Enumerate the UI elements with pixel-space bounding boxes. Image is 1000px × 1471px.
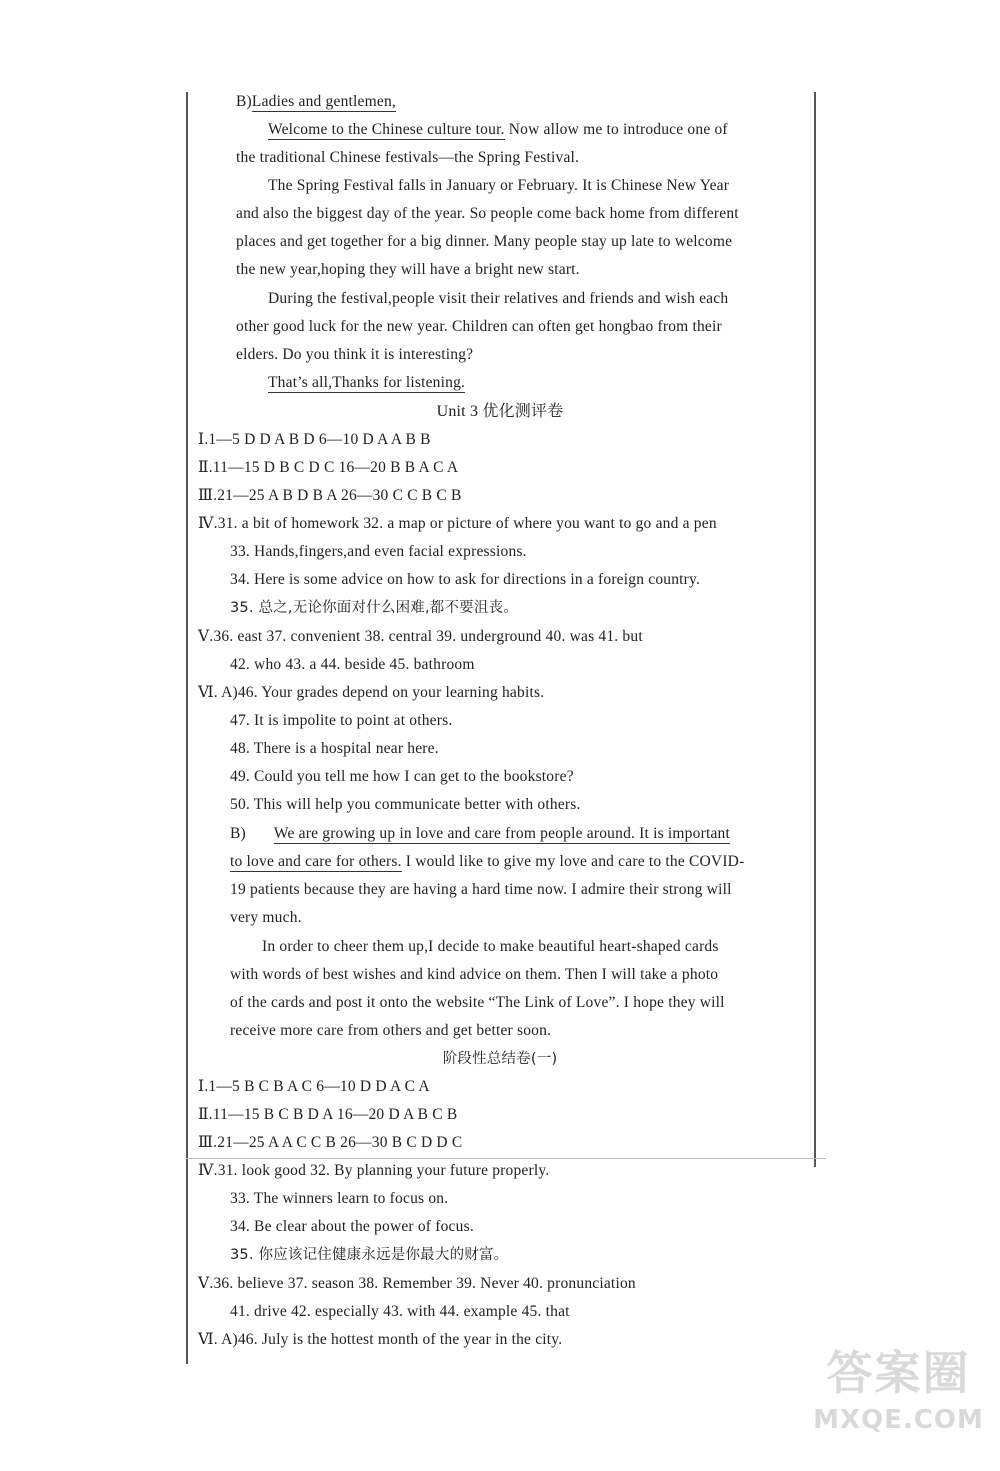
paragraph-line: receive more care from others and get better soon. bbox=[230, 1022, 552, 1039]
part-b-heading bbox=[236, 92, 396, 112]
welcome-sentence: Welcome to the Chinese culture tour. bbox=[268, 121, 505, 138]
closing-line: That’s all,Thanks for listening. bbox=[268, 374, 466, 391]
answer-line: 33. The winners learn to focus on. bbox=[230, 1190, 449, 1207]
answer-line: 50. This will help you communicate better with others. bbox=[230, 796, 581, 813]
paragraph-line: very much. bbox=[230, 909, 302, 926]
left-margin-rule bbox=[186, 92, 188, 1364]
answer-line: 47. It is impolite to point at others. bbox=[230, 712, 453, 729]
answer-line: Ⅲ.21—25 A B D B A 26—30 C C B C B bbox=[198, 487, 462, 504]
answer-line: Ⅵ. A)46. July is the hottest month of the year in the city. bbox=[198, 1331, 563, 1348]
answer-line: Ⅴ.36. believe 37. season 38. Remember 39. Never 40. pronunciation bbox=[198, 1275, 636, 1292]
paragraph-line: of the cards and post it onto the website “The Link of Love”. I hope they will bbox=[230, 994, 725, 1011]
answer-line: Ⅱ.11—15 B C B D A 16—20 D A B C B bbox=[198, 1106, 458, 1123]
answer-line: Ⅱ.11—15 D B C D C 16—20 B B A C A bbox=[198, 459, 459, 476]
paragraph-line: 19 patients because they are having a hard time now. I admire their strong will bbox=[230, 881, 732, 898]
site-watermark bbox=[811, 1343, 986, 1463]
watermark-url: MXQE.COM bbox=[813, 1405, 984, 1435]
answer-line: Ⅵ. A)46. Your grades depend on your learning habits. bbox=[198, 684, 545, 701]
answer-line: 34. Be clear about the power of focus. bbox=[230, 1218, 474, 1235]
paragraph-line: elders. Do you think it is interesting? bbox=[236, 346, 474, 363]
answer-line: 35. 总之,无论你面对什么困难,都不要沮丧。 bbox=[230, 600, 518, 616]
paragraph-line: places and get together for a big dinner. Many people stay up late to welcome bbox=[236, 233, 733, 250]
answer-line: 34. Here is some advice on how to ask for directions in a foreign country. bbox=[230, 571, 701, 588]
answer-line: Ⅴ.36. east 37. convenient 38. central 39. underground 40. was 41. but bbox=[198, 628, 643, 645]
section-title-summary: 阶段性总结卷(一) bbox=[442, 1051, 558, 1067]
answer-line: 49. Could you tell me how I can get to the bookstore? bbox=[230, 768, 574, 785]
paragraph-line: the new year,hoping they will have a bright new start. bbox=[236, 261, 580, 278]
answer-line: 33. Hands,fingers,and even facial expressions. bbox=[230, 543, 527, 560]
paragraph-line: to love and care for others. I would like to give my love and care to the COVID- bbox=[230, 853, 745, 870]
paragraph-line: B) We are growing up in love and care from people around. It is important bbox=[230, 825, 730, 842]
answer-line: Ⅰ.1—5 B C B A C 6—10 D D A C A bbox=[198, 1078, 430, 1095]
answer-line: Ⅲ.21—25 A A C C B 26—30 B C D D C bbox=[198, 1134, 463, 1151]
answer-line: Ⅳ.31. a bit of homework 32. a map or picture of where you want to go and a pen bbox=[198, 515, 717, 532]
paragraph-line: and also the biggest day of the year. So people come back home from different bbox=[236, 205, 739, 222]
section-title-unit3: Unit 3 优化测评卷 bbox=[436, 403, 564, 420]
salutation: Ladies and gentlemen, bbox=[251, 93, 396, 110]
right-margin-rule bbox=[814, 92, 816, 1167]
paragraph-line: Welcome to the Chinese culture tour. Now allow me to introduce one of bbox=[268, 121, 728, 138]
answer-line: 48. There is a hospital near here. bbox=[230, 740, 439, 757]
separator-rule bbox=[186, 1158, 826, 1159]
answer-line: 35. 你应该记住健康永远是你最大的财富。 bbox=[230, 1247, 509, 1263]
paragraph-line: with words of best wishes and kind advice on them. Then I will take a photo bbox=[230, 966, 719, 983]
answer-line: 41. drive 42. especially 43. with 44. example 45. that bbox=[230, 1303, 570, 1320]
answer-line: 42. who 43. a 44. beside 45. bathroom bbox=[230, 656, 475, 673]
answer-line: Ⅰ.1—5 D D A B D 6—10 D A A B B bbox=[198, 431, 431, 448]
paragraph-line: other good luck for the new year. Children can often get hongbao from their bbox=[236, 318, 722, 335]
watermark-logo: 答案圈 bbox=[826, 1346, 971, 1400]
paragraph-line: During the festival,people visit their relatives and friends and wish each bbox=[268, 290, 729, 307]
paragraph-line: the traditional Chinese festivals—the Spring Festival. bbox=[236, 149, 580, 166]
answer-line: Ⅳ.31. look good 32. By planning your future properly. bbox=[198, 1162, 550, 1179]
paragraph-line: The Spring Festival falls in January or February. It is Chinese New Year bbox=[268, 177, 730, 194]
paragraph-line: In order to cheer them up,I decide to make beautiful heart-shaped cards bbox=[262, 938, 719, 955]
part-label: B) bbox=[236, 93, 252, 110]
